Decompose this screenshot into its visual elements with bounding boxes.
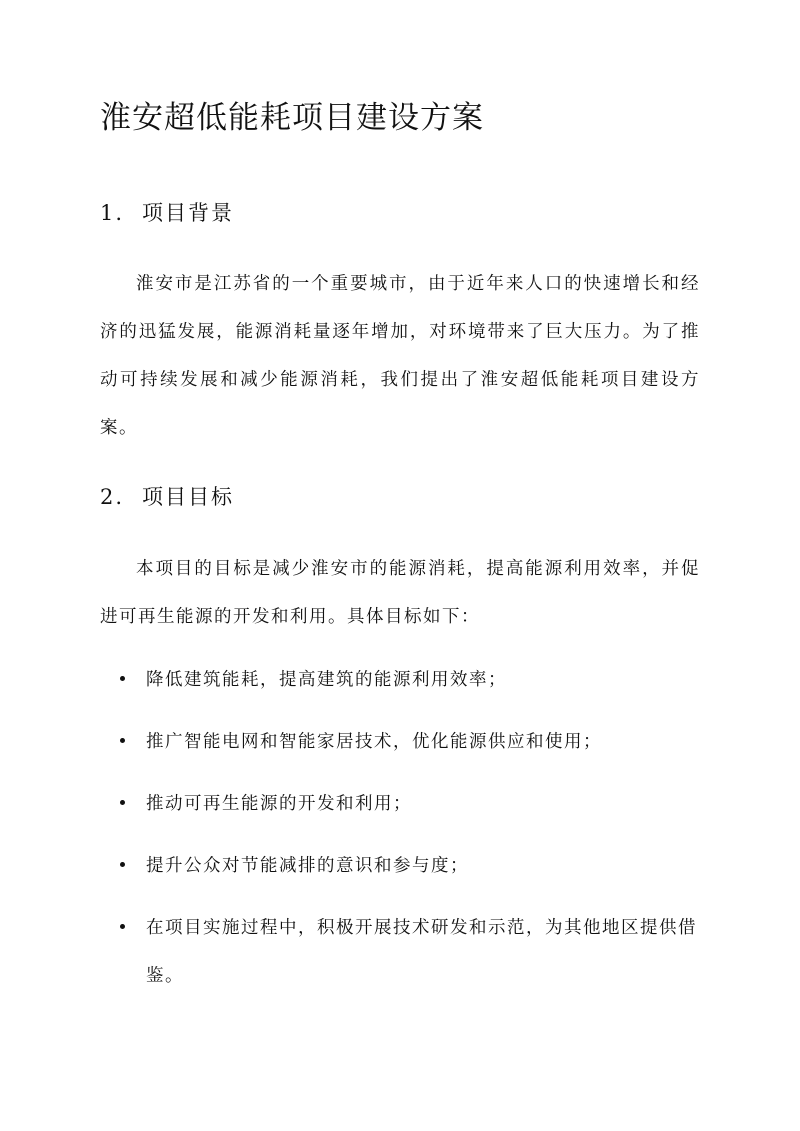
list-item — [100, 780, 700, 828]
bullet-icon — [120, 676, 125, 681]
goals-list — [100, 656, 700, 1014]
list-item-text: 在项目实施过程中，积极开展技术研发和示范，为其他地区提供借鉴。 — [146, 918, 697, 986]
section-title: 项目目标 — [142, 485, 234, 509]
bullet-icon — [120, 738, 125, 743]
section-heading-goals — [100, 481, 234, 511]
list-item-text: 提升公众对节能减排的意识和参与度； — [146, 856, 469, 876]
section-title: 项目背景 — [142, 201, 234, 225]
list-item-text: 降低建筑能耗，提高建筑的能源利用效率； — [146, 670, 507, 690]
background-paragraph: 淮安市是江苏省的一个重要城市，由于近年来人口的快速增长和经济的迅猛发展，能源消耗量逐年增加，对环境带来了巨大压力。为了推动可持续发展和减少能源消耗，我们提出了淮安超低能耗项目建设方案。 — [100, 274, 700, 438]
section-heading-background — [100, 197, 234, 227]
bullet-icon — [120, 924, 125, 929]
list-item — [100, 842, 700, 890]
list-item-text: 推动可再生能源的开发和利用； — [146, 794, 412, 814]
section-number: 2. — [100, 485, 125, 509]
section-number: 1. — [100, 201, 125, 225]
list-item — [100, 718, 700, 766]
document-title: 淮安超低能耗项目建设方案 — [100, 100, 484, 136]
bullet-icon — [120, 862, 125, 867]
bullet-icon — [120, 800, 125, 805]
list-item — [100, 904, 700, 1000]
list-item — [100, 656, 700, 704]
list-item-text: 推广智能电网和智能家居技术，优化能源供应和使用； — [146, 732, 602, 752]
goals-paragraph: 本项目的目标是减少淮安市的能源消耗，提高能源利用效率，并促进可再生能源的开发和利用。具体目标如下： — [100, 559, 700, 627]
